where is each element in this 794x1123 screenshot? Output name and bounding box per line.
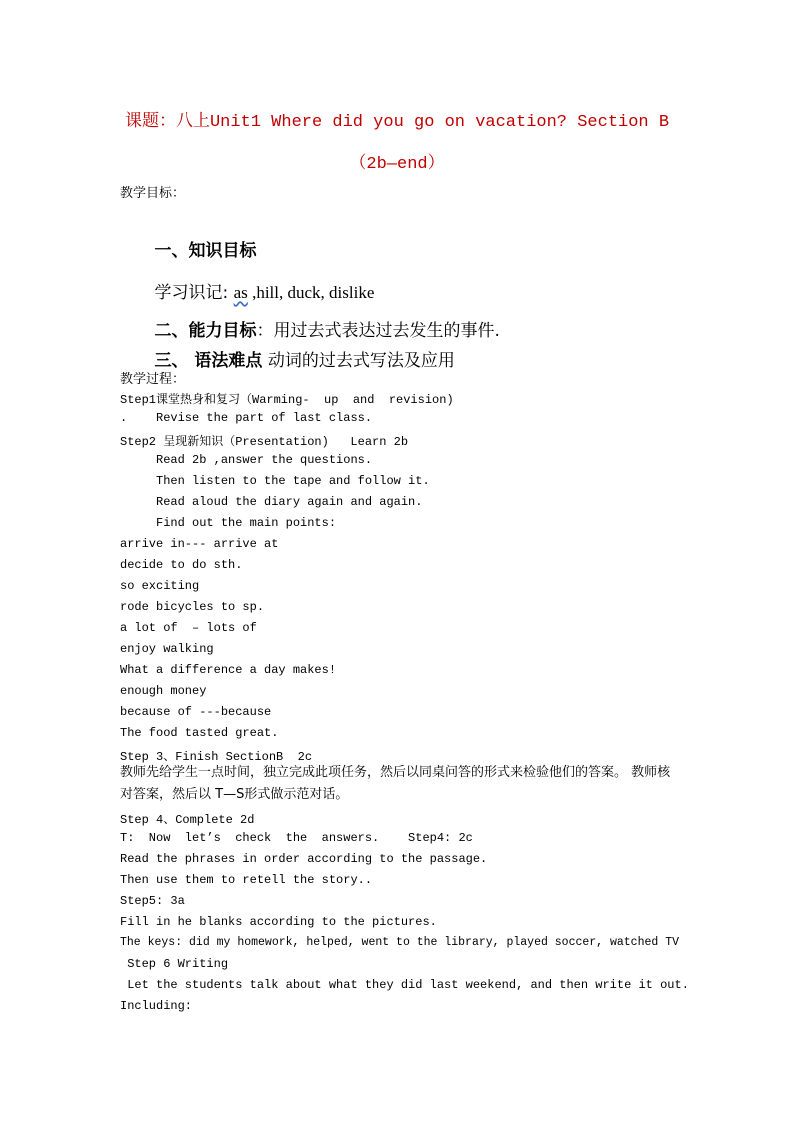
objective-knowledge-heading: 一、知识目标 — [154, 241, 257, 261]
vocabulary-words: ,hill, duck, dislike — [247, 283, 375, 302]
process-line: Step 4、Complete 2d — [120, 813, 255, 827]
objective-grammar-text: 动词的过去式写法及应用 — [262, 351, 455, 371]
teacher-instruction-paragraph: 教师先给学生一点时间，独立完成此项任务，然后以同桌问答的形式来检验他们的答案。 教师核对答案，然后以 T—S形式做示范对话。 — [120, 765, 671, 802]
objective-ability-heading: 二、能力目标 — [154, 321, 257, 341]
process-line: because of ---because — [120, 705, 272, 719]
process-line: Then use them to retell the story.. — [120, 873, 373, 887]
process-line: Step 3、Finish SectionB 2c — [120, 750, 313, 764]
process-line: Read the phrases in order according to the passage. — [120, 852, 488, 866]
process-line: enjoy walking — [120, 642, 214, 656]
vocabulary-prefix: 学习识记: — [154, 283, 234, 303]
process-line: Step2 呈现新知识（Presentation) Learn 2b — [120, 435, 409, 449]
process-line: Step1课堂热身和复习（Warming- up and revision) — [120, 393, 454, 407]
process-line: Find out the main points: — [120, 516, 337, 530]
process-line: Fill in he blanks according to the pictures. — [120, 915, 437, 929]
process-line: Step5: 3a — [120, 894, 185, 908]
process-line: decide to do sth. — [120, 558, 243, 572]
process-line: The food tasted great. — [120, 726, 279, 740]
process-line: arrive in--- arrive at — [120, 537, 279, 551]
process-line: T: Now let’s check the answers. Step4: 2c — [120, 831, 473, 845]
process-line: enough money — [120, 684, 207, 698]
process-line: so exciting — [120, 579, 200, 593]
process-label: 教学过程： — [120, 372, 186, 387]
process-line: Step 6 Writing — [120, 957, 229, 971]
lesson-title-line2: （2b—end） — [349, 155, 445, 174]
objectives-label: 教学目标： — [120, 186, 186, 201]
lesson-title-line1: 课题：八上Unit1 Where did you go on vacation? Section B — [124, 113, 670, 132]
process-line: . Revise the part of last class. — [120, 411, 373, 425]
vocabulary-word-as: as — [233, 283, 248, 302]
process-line: Read 2b ,answer the questions. — [120, 453, 373, 467]
process-line: Including: — [120, 999, 193, 1013]
process-line: The keys: did my homework, helped, went to the library, played soccer, watched TV — [120, 936, 679, 949]
process-line: Let the students talk about what they did last weekend, and then write it out. — [120, 978, 689, 992]
process-line: rode bicycles to sp. — [120, 600, 265, 614]
process-line: What a difference a day makes! — [120, 663, 337, 677]
process-line: a lot of – lots of — [120, 621, 257, 635]
objective-ability-text: ：用过去式表达过去发生的事件. — [256, 321, 500, 341]
objective-grammar — [146, 326, 455, 371]
objective-grammar-heading: 三、 语法难点 — [154, 351, 263, 371]
process-line: Then listen to the tape and follow it. — [120, 474, 430, 488]
process-line: Read aloud the diary again and again. — [120, 495, 423, 509]
